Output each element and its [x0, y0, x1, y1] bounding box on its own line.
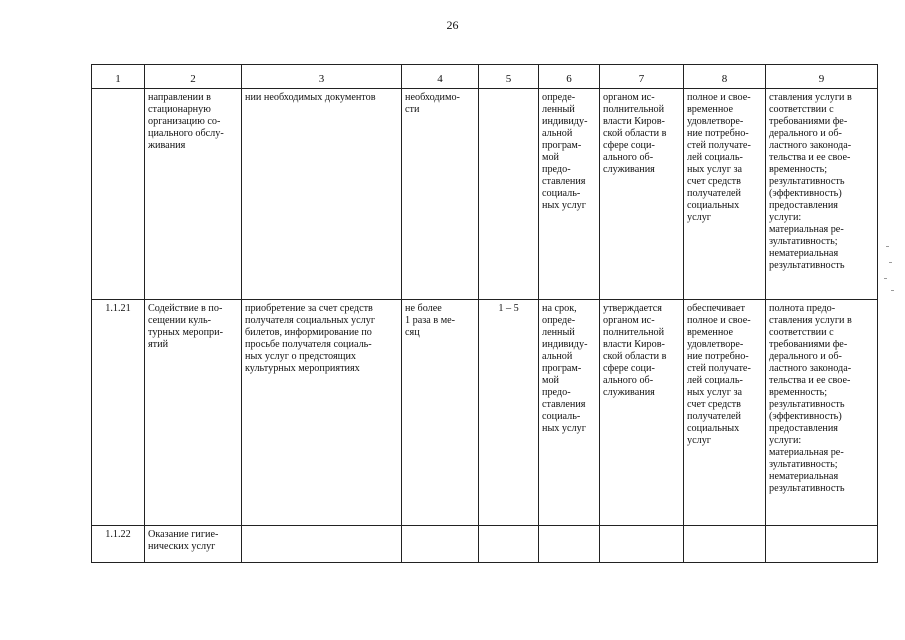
scan-speck	[891, 290, 894, 291]
quality-cell: обеспечивает полное и свое- временное удовлетворе- ние потребно- стей получате- лей социаль- ных услуг за счет средств получателей социальных услуг	[684, 300, 766, 526]
row-number-cell	[92, 89, 145, 300]
units-cell: 1 – 5	[479, 300, 539, 526]
table-row	[92, 300, 878, 526]
service-name-cell: Оказание гигие- нических услуг	[145, 526, 242, 563]
evaluation-cell: полнота предо- ставления услуги в соответствии с требованиями фе- дерального и об- ластного законода- тельства и ее свое- временность; результативность (эффективность) предоставления услуги: материальная ре- зультативность; нематериальная результативность	[766, 300, 878, 526]
row-number-cell: 1.1.21	[92, 300, 145, 526]
header-cell: 2	[145, 65, 242, 89]
service-name-cell: Содействие в по- сещении куль- турных меропри- ятий	[145, 300, 242, 526]
services-table	[91, 64, 878, 563]
frequency-cell: необходимо- сти	[402, 89, 479, 300]
header-cell: 5	[479, 65, 539, 89]
units-cell	[479, 89, 539, 300]
frequency-cell	[402, 526, 479, 563]
header-cell: 8	[684, 65, 766, 89]
term-cell: опреде- ленный индивиду- альной програм- мой предо- ставления социаль- ных услуг	[539, 89, 600, 300]
scan-speck	[884, 278, 887, 279]
service-description-cell: приобретение за счет средств получателя социальных услуг билетов, информирование по просьбе получателя социаль- ных услуг о предстоящих культурных мероприятиях	[242, 300, 402, 526]
quality-cell	[684, 526, 766, 563]
page-number: 26	[446, 18, 459, 32]
header-row	[92, 65, 878, 89]
header-cell: 4	[402, 65, 479, 89]
header-cell: 1	[92, 65, 145, 89]
evaluation-cell	[766, 526, 878, 563]
tariff-cell: органом ис- полнительной власти Киров- ской области в сфере соци- ального об- служивания	[600, 89, 684, 300]
term-cell	[539, 526, 600, 563]
header-cell: 7	[600, 65, 684, 89]
header-cell: 3	[242, 65, 402, 89]
quality-cell: полное и свое- временное удовлетворе- ние потребно- стей получате- лей социаль- ных услуг за счет средств получателей социальных услуг	[684, 89, 766, 300]
term-cell: на срок, опреде- ленный индивиду- альной програм- мой предо- ставления социаль- ных услуг	[539, 300, 600, 526]
units-cell	[479, 526, 539, 563]
evaluation-cell: ставления услуги в соответствии с требованиями фе- дерального и об- ластного законода- тельства и ее свое- временность; результативность (эффективность) предоставления услуги: материальная ре- зультативность; нематериальная результативность	[766, 89, 878, 300]
frequency-cell: не более 1 раза в ме- сяц	[402, 300, 479, 526]
table-row	[92, 89, 878, 300]
row-number-cell: 1.1.22	[92, 526, 145, 563]
scan-speck	[886, 246, 889, 247]
service-description-cell: нии необходимых документов	[242, 89, 402, 300]
header-cell: 6	[539, 65, 600, 89]
table-row	[92, 526, 878, 563]
service-description-cell	[242, 526, 402, 563]
tariff-cell	[600, 526, 684, 563]
scan-speck	[889, 262, 892, 263]
service-name-cell: направлении в стационарную организацию со- циального обслу- живания	[145, 89, 242, 300]
header-cell: 9	[766, 65, 878, 89]
tariff-cell: утверждается органом ис- полнительной власти Киров- ской области в сфере соци- ального об- служивания	[600, 300, 684, 526]
